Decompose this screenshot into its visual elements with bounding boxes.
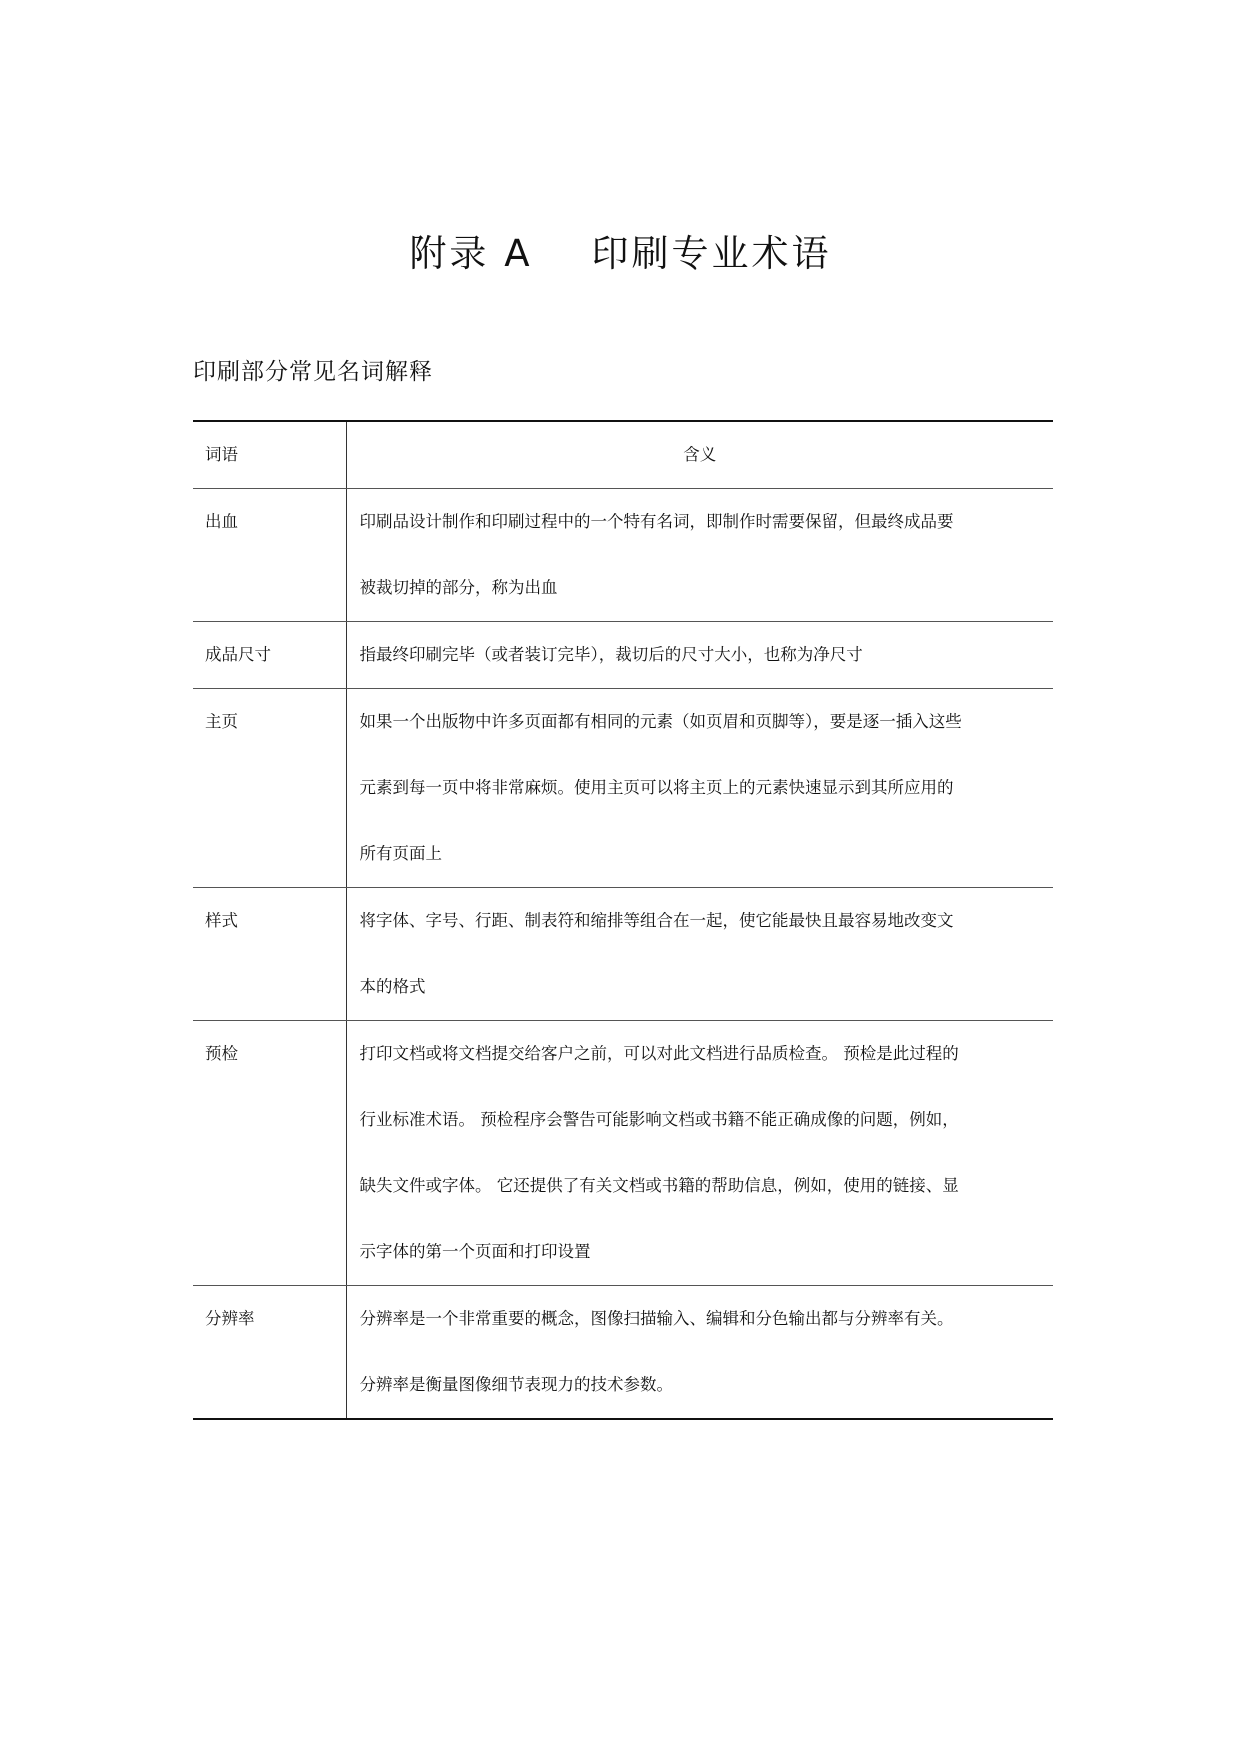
definition-line: 印刷品设计制作和印刷过程中的一个特有名词，即制作时需要保留，但最终成品要	[359, 512, 954, 531]
table-row	[193, 689, 1053, 888]
definition-cell	[346, 1286, 1053, 1420]
terms-table	[193, 420, 1053, 1420]
definition-line: 指最终印刷完毕（或者装订完毕），裁切后的尺寸大小，也称为净尺寸	[359, 645, 863, 664]
definition-cell	[346, 489, 1053, 622]
header-term: 词语	[193, 421, 346, 489]
definition-line: 元素到每一页中将非常麻烦。使用主页可以将主页上的元素快速显示到其所应用的	[359, 778, 954, 797]
definition-cell	[346, 622, 1053, 689]
definition-line: 行业标准术语。 预检程序会警告可能影响文档或书籍不能正确成像的问题，例如，	[359, 1110, 959, 1129]
table-row	[193, 1021, 1053, 1286]
definition-line: 本的格式	[359, 977, 426, 996]
definition-line: 被裁切掉的部分，称为出血	[359, 578, 558, 597]
term-cell: 主页	[193, 689, 346, 888]
term-cell: 分辨率	[193, 1286, 346, 1420]
table-row	[193, 888, 1053, 1021]
term-cell: 出血	[193, 489, 346, 622]
table-row	[193, 1286, 1053, 1420]
definition-line: 将字体、字号、行距、制表符和缩排等组合在一起，使它能最快且最容易地改变文	[359, 911, 954, 930]
table-header-row	[193, 421, 1053, 489]
table-row	[193, 622, 1053, 689]
definition-line: 分辨率是衡量图像细节表现力的技术参数。	[359, 1375, 673, 1394]
definition-cell	[346, 888, 1053, 1021]
definition-line: 缺失文件或字体。 它还提供了有关文档或书籍的帮助信息，例如，使用的链接、显	[359, 1176, 959, 1195]
page-title: 附录 A 印刷专业术语	[409, 232, 832, 275]
section-heading: 印刷部分常见名词解释	[193, 359, 433, 385]
definition-line: 示字体的第一个页面和打印设置	[359, 1242, 591, 1261]
term-cell: 样式	[193, 888, 346, 1021]
definition-cell	[346, 689, 1053, 888]
definition-line: 所有页面上	[359, 844, 442, 863]
table-row	[193, 489, 1053, 622]
definition-line: 打印文档或将文档提交给客户之前，可以对此文档进行品质检查。 预检是此过程的	[359, 1044, 959, 1063]
header-definition: 含义	[346, 421, 1053, 489]
term-cell: 成品尺寸	[193, 622, 346, 689]
definition-cell	[346, 1021, 1053, 1286]
definition-line: 如果一个出版物中许多页面都有相同的元素（如页眉和页脚等），要是逐一插入这些	[359, 712, 962, 731]
term-cell: 预检	[193, 1021, 346, 1286]
definition-line: 分辨率是一个非常重要的概念，图像扫描输入、编辑和分色输出都与分辨率有关。	[359, 1309, 954, 1328]
